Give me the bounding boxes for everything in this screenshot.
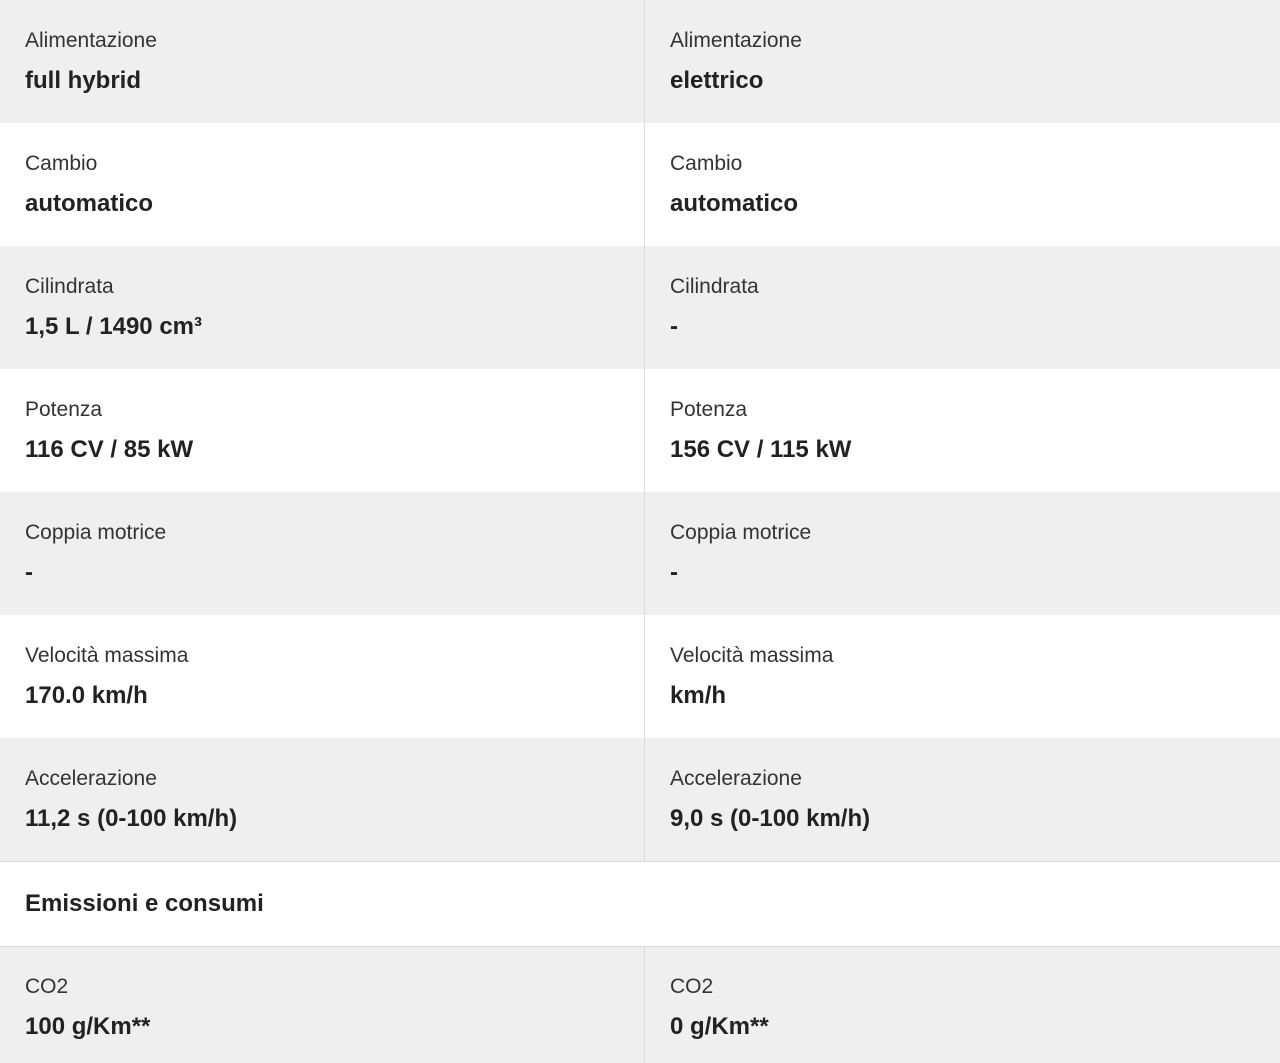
spec-value: - xyxy=(670,313,678,340)
spec-row-coppia-motrice xyxy=(0,492,1280,615)
spec-value: automatico xyxy=(25,190,154,217)
spec-cell-right xyxy=(645,0,1280,123)
spec-label: Alimentazione xyxy=(25,29,157,52)
spec-cell-right xyxy=(645,123,1280,246)
spec-label: CO2 xyxy=(25,975,69,998)
spec-value: - xyxy=(25,559,33,586)
spec-label: Potenza xyxy=(670,398,748,421)
spec-value: 0 g/Km** xyxy=(670,1013,769,1040)
spec-label: Accelerazione xyxy=(670,767,802,790)
spec-cell-right xyxy=(645,615,1280,738)
spec-value: automatico xyxy=(670,190,799,217)
spec-value: 156 CV / 115 kW xyxy=(670,436,852,463)
spec-value: 100 g/Km** xyxy=(25,1013,151,1040)
spec-cell-left xyxy=(0,246,645,369)
spec-label: Cambio xyxy=(25,152,98,175)
spec-cell-left xyxy=(0,0,645,123)
spec-value: full hybrid xyxy=(25,67,141,94)
section-header-emissioni xyxy=(0,861,1280,947)
spec-label: Accelerazione xyxy=(25,767,157,790)
spec-cell-right xyxy=(645,492,1280,615)
spec-cell-right xyxy=(645,738,1280,861)
spec-value: elettrico xyxy=(670,67,764,94)
spec-cell-left xyxy=(0,615,645,738)
spec-value: 116 CV / 85 kW xyxy=(25,436,194,463)
spec-cell-right xyxy=(645,369,1280,492)
spec-value: - xyxy=(670,559,678,586)
spec-cell-left xyxy=(0,123,645,246)
spec-label: Coppia motrice xyxy=(25,521,167,544)
spec-row-velocita-massima xyxy=(0,615,1280,738)
spec-row-alimentazione xyxy=(0,0,1280,123)
spec-label: Velocità massima xyxy=(25,644,189,667)
spec-row-potenza xyxy=(0,369,1280,492)
spec-value: 170.0 km/h xyxy=(25,682,148,709)
spec-label: Cilindrata xyxy=(25,275,114,298)
spec-row-accelerazione xyxy=(0,738,1280,861)
spec-label: Cambio xyxy=(670,152,743,175)
spec-label: Potenza xyxy=(25,398,103,421)
spec-label: Cilindrata xyxy=(670,275,759,298)
spec-row-co2 xyxy=(0,947,1280,1063)
spec-value: km/h xyxy=(670,682,727,709)
spec-cell-left xyxy=(0,947,645,1063)
spec-value: 1,5 L / 1490 cm³ xyxy=(25,313,202,340)
spec-label: CO2 xyxy=(670,975,714,998)
spec-row-cambio xyxy=(0,123,1280,246)
spec-row-cilindrata xyxy=(0,246,1280,369)
spec-value: 11,2 s (0-100 km/h) xyxy=(25,805,238,832)
spec-cell-right xyxy=(645,947,1280,1063)
section-title: Emissioni e consumi xyxy=(25,890,264,917)
spec-label: Alimentazione xyxy=(670,29,802,52)
spec-cell-left xyxy=(0,492,645,615)
spec-cell-right xyxy=(645,246,1280,369)
spec-value: 9,0 s (0-100 km/h) xyxy=(670,805,871,832)
spec-label: Coppia motrice xyxy=(670,521,812,544)
spec-label: Velocità massima xyxy=(670,644,834,667)
spec-cell-left xyxy=(0,738,645,861)
spec-cell-left xyxy=(0,369,645,492)
